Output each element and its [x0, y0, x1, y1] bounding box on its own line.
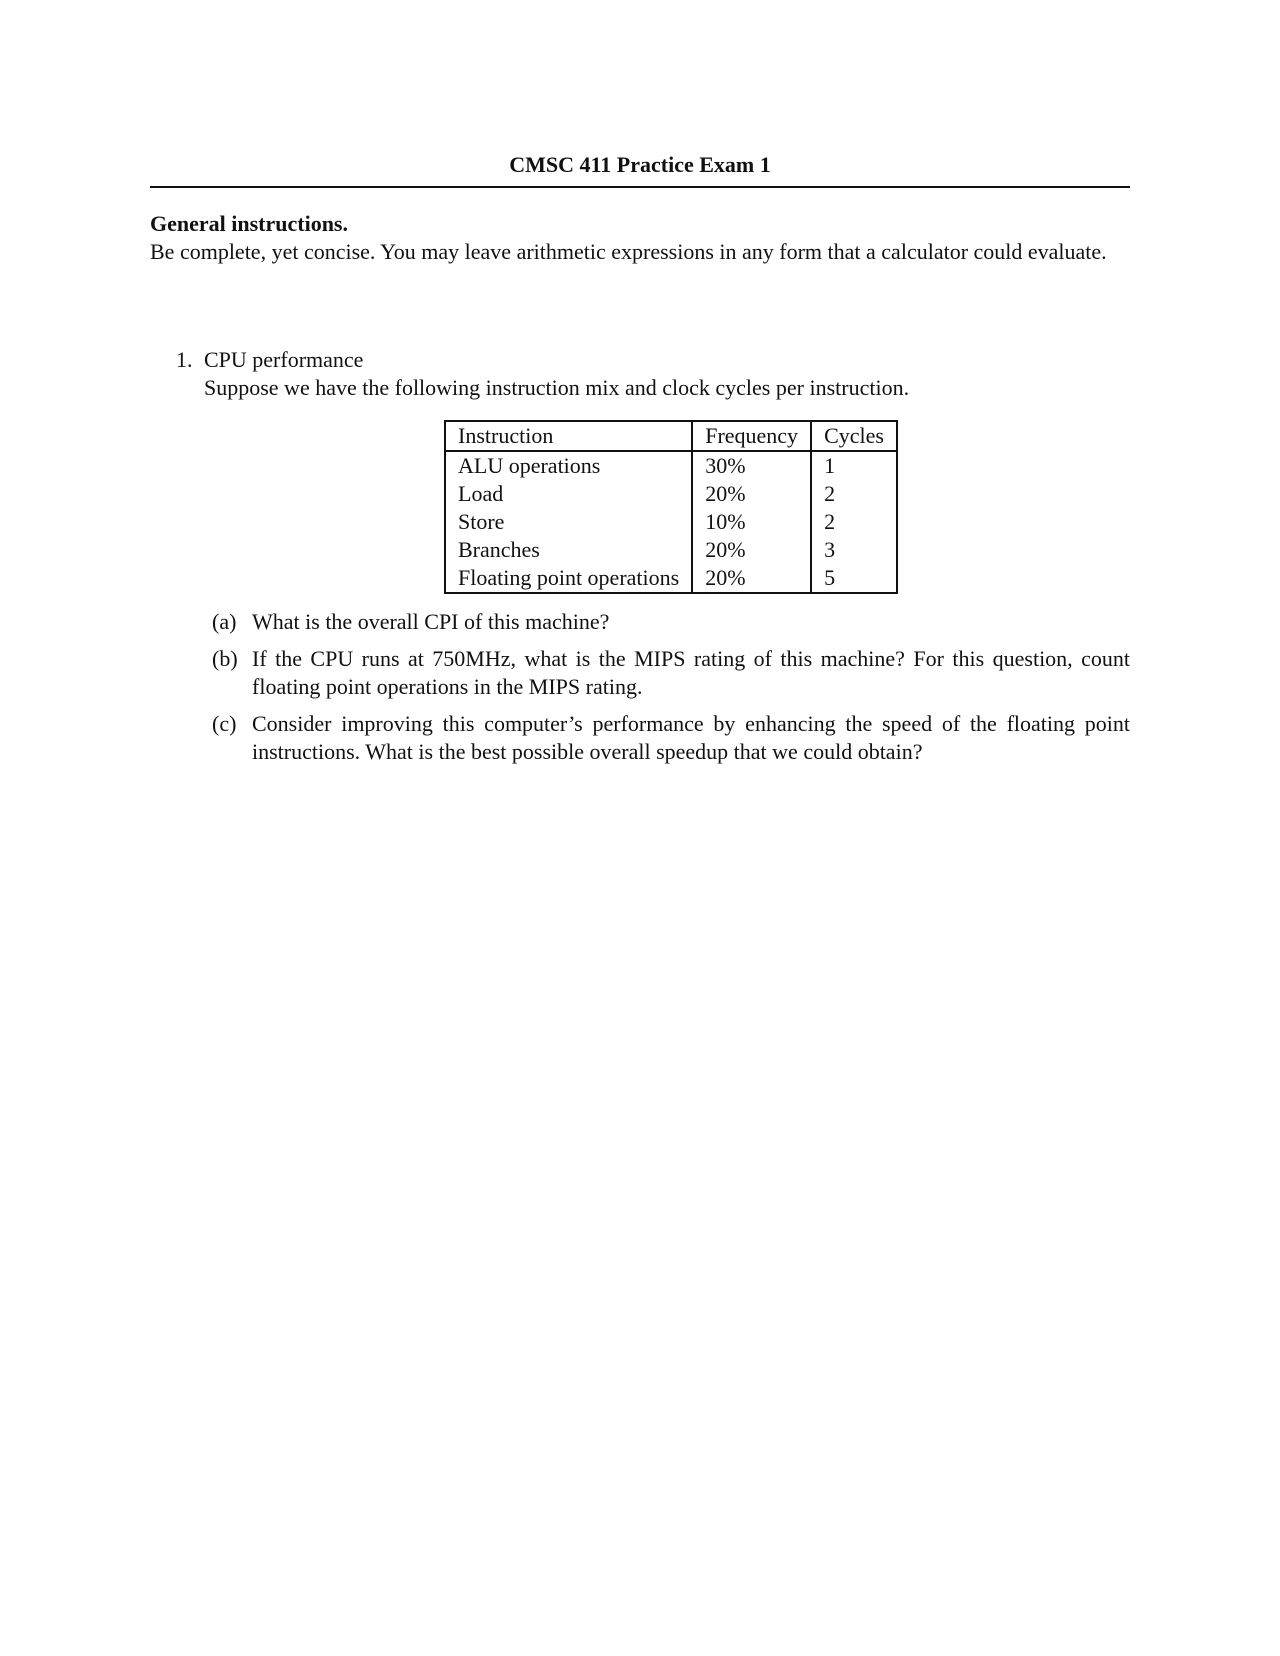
table-cell: 1	[811, 451, 897, 480]
table-header-cell: Cycles	[811, 421, 897, 451]
table-cell: 2	[811, 480, 897, 508]
table-header-cell: Frequency	[692, 421, 811, 451]
table-row	[445, 480, 897, 508]
table-cell: Store	[445, 508, 692, 536]
page-title: CMSC 411 Practice Exam 1	[509, 152, 771, 177]
part-label: (c)	[212, 711, 237, 736]
question-part-b	[212, 645, 1130, 701]
table-cell: 20%	[692, 480, 811, 508]
table-cell: 20%	[692, 564, 811, 593]
general-instructions-heading: General instructions.	[150, 211, 348, 236]
part-text: Consider improving this computer’s performance by enhancing the speed of the floating point instructions. What is the best possible overall speedup that we could obtain?	[252, 711, 1130, 764]
table-cell: 10%	[692, 508, 811, 536]
title-rule	[150, 186, 1130, 188]
table-cell: ALU operations	[445, 451, 692, 480]
question-number: 1.	[176, 347, 193, 372]
part-text: If the CPU runs at 750MHz, what is the MIPS rating of this machine? For this question, count floating point operations in the MIPS rating.	[252, 646, 1130, 699]
table-cell: Branches	[445, 536, 692, 564]
question-intro: Suppose we have the following instruction mix and clock cycles per instruction.	[204, 375, 910, 400]
question-title: CPU performance	[204, 347, 364, 372]
table-cell: 3	[811, 536, 897, 564]
question-part-c	[212, 710, 1130, 766]
table-header-row	[445, 421, 897, 451]
table-header-cell: Instruction	[445, 421, 692, 451]
table-cell: Load	[445, 480, 692, 508]
exam-page	[150, 150, 1130, 764]
instruction-mix-table	[444, 420, 898, 594]
part-label: (b)	[212, 646, 238, 671]
general-instructions-text: Be complete, yet concise. You may leave arithmetic expressions in any form that a calculator could evaluate.	[150, 239, 1107, 264]
question-body	[204, 346, 1130, 766]
question-1	[176, 346, 1130, 775]
table-row	[445, 564, 897, 593]
table-row	[445, 536, 897, 564]
question-part-a	[212, 608, 1130, 636]
table-row	[445, 508, 897, 536]
table-row	[445, 451, 897, 480]
table-cell: 30%	[692, 451, 811, 480]
part-text: What is the overall CPI of this machine?	[252, 609, 610, 634]
table-cell: 20%	[692, 536, 811, 564]
table-cell: 2	[811, 508, 897, 536]
part-label: (a)	[212, 609, 237, 634]
question-parts	[212, 608, 1130, 766]
table-cell: Floating point operations	[445, 564, 692, 593]
table-cell: 5	[811, 564, 897, 593]
